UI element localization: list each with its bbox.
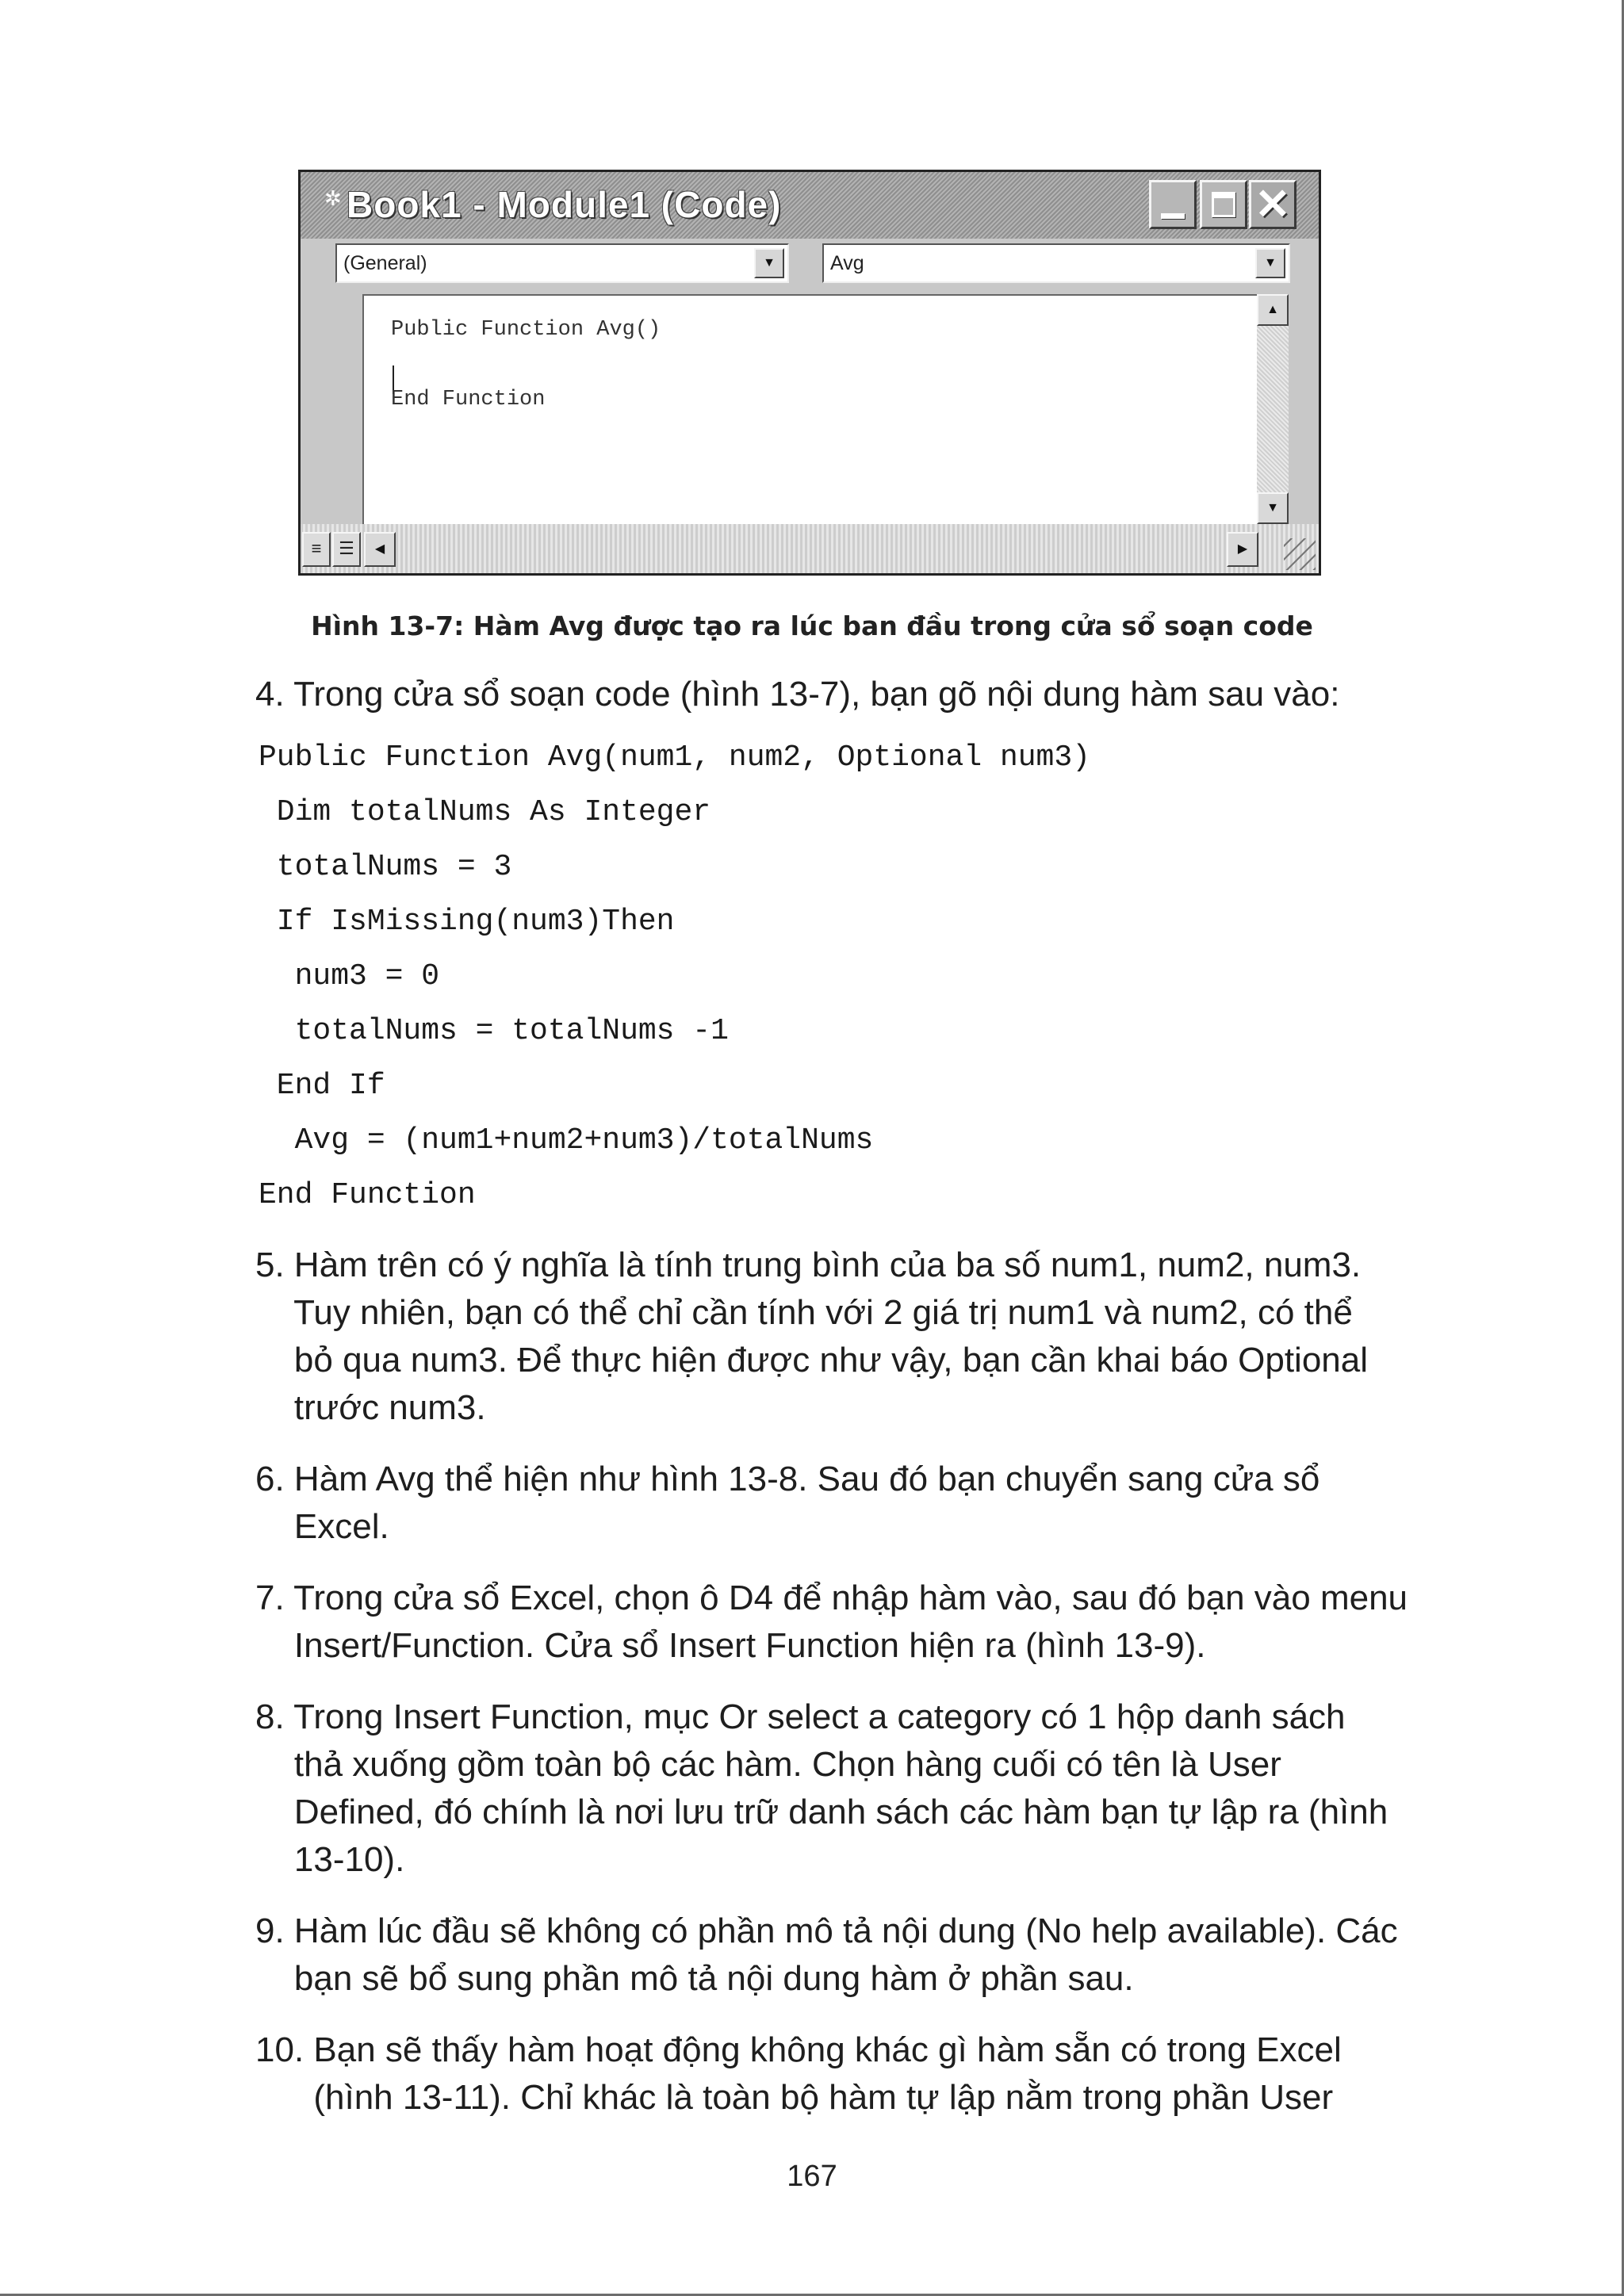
code-editor[interactable] (362, 294, 1258, 526)
scroll-right-icon[interactable]: ▶ (1227, 532, 1258, 567)
full-module-view-icon[interactable]: ☰ (332, 532, 361, 567)
code-listing-line: If IsMissing(num3)Then (259, 905, 675, 939)
code-listing-line: End If (259, 1069, 385, 1103)
window-title: Book1 - Module1 (Code) (347, 184, 782, 225)
scroll-up-icon[interactable]: ▲ (1257, 294, 1289, 326)
editor-bottom-bar (301, 524, 1319, 573)
scroll-down-icon[interactable]: ▼ (1257, 492, 1289, 524)
step-8-line: 8. Trong Insert Function, mục Or select a category có 1 hộp danh sách (255, 1697, 1346, 1736)
close-icon: ✕ (1254, 181, 1291, 228)
step-9-line: 9. Hàm lúc đầu sẽ không có phần mô tả nội dung (No help available). Các (255, 1911, 1398, 1950)
step-10-line: (hình 13-11). Chỉ khác là toàn bộ hàm tự lập nằm trong phần User (255, 2078, 1334, 2117)
step-5-line: bỏ qua num3. Để thực hiện được như vậy, bạn cần khai báo Optional (255, 1341, 1369, 1380)
vba-code-window (298, 170, 1321, 576)
object-dropdown[interactable] (335, 243, 789, 283)
code-line: End Function (391, 388, 546, 411)
code-listing-line: num3 = 0 (259, 959, 440, 993)
minimize-icon (1151, 182, 1194, 227)
vertical-scrollbar[interactable] (1257, 294, 1289, 524)
scroll-left-icon[interactable]: ◀ (364, 532, 396, 567)
code-listing-line: totalNums = totalNums -1 (259, 1014, 729, 1048)
step-7-line: 7. Trong cửa sổ Excel, chọn ô D4 để nhập hàm vào, sau đó bạn vào menu (255, 1578, 1408, 1617)
maximize-icon (1202, 182, 1245, 227)
chevron-down-icon[interactable]: ▼ (1255, 248, 1285, 278)
step-6-line: Excel. (255, 1507, 389, 1546)
procedure-dropdown-value: Avg (830, 252, 864, 274)
minimize-button[interactable] (1149, 180, 1197, 229)
step-5-line: trước num3. (255, 1388, 486, 1427)
window-titlebar[interactable] (301, 172, 1319, 239)
code-listing-line: Public Function Avg(num1, num2, Optional num3) (259, 740, 1090, 775)
code-line: Public Function Avg() (391, 318, 661, 342)
vba-module-icon: ✲ (324, 186, 342, 210)
chevron-down-icon[interactable]: ▼ (754, 248, 784, 278)
code-listing-line: totalNums = 3 (259, 850, 512, 884)
step-5-line: Tuy nhiên, bạn có thể chỉ cần tính với 2 giá trị num1 và num2, có thể (255, 1293, 1353, 1332)
step-9-line: bạn sẽ bổ sung phần mô tả nội dung hàm ở phần sau. (255, 1959, 1134, 1998)
code-listing-line: End Function (259, 1178, 476, 1212)
object-dropdown-value: (General) (343, 252, 427, 274)
page-number: 167 (787, 2160, 837, 2193)
figure-caption: Hình 13-7: Hàm Avg được tạo ra lúc ban đầu trong cửa sổ soạn code (311, 610, 1313, 641)
step-5-line: 5. Hàm trên có ý nghĩa là tính trung bình của ba số num1, num2, num3. (255, 1246, 1362, 1284)
step-8-line: 13-10). (255, 1840, 405, 1879)
procedure-dropdown[interactable] (822, 243, 1290, 283)
code-listing-line: Dim totalNums As Integer (259, 795, 711, 829)
step-10-line: 10. Bạn sẽ thấy hàm hoạt động không khác gì hàm sẵn có trong Excel (255, 2030, 1342, 2069)
step-8-line: thả xuống gồm toàn bộ các hàm. Chọn hàng cuối có tên là User (255, 1745, 1281, 1784)
step-7-line: Insert/Function. Cửa sổ Insert Function hiện ra (hình 13-9). (255, 1626, 1206, 1665)
maximize-button[interactable] (1200, 180, 1247, 229)
step-8-line: Defined, đó chính là nơi lưu trữ danh sách các hàm bạn tự lập ra (hình (255, 1793, 1388, 1831)
step-6-line: 6. Hàm Avg thể hiện như hình 13-8. Sau đó bạn chuyển sang cửa sổ (255, 1460, 1320, 1498)
procedure-view-icon[interactable]: ≡ (302, 532, 331, 567)
close-button[interactable] (1249, 180, 1297, 229)
resize-grip-icon[interactable] (1284, 538, 1316, 570)
code-listing-line: Avg = (num1+num2+num3)/totalNums (259, 1123, 874, 1158)
step-4: 4. Trong cửa sổ soạn code (hình 13-7), bạn gõ nội dung hàm sau vào: (255, 675, 1340, 714)
